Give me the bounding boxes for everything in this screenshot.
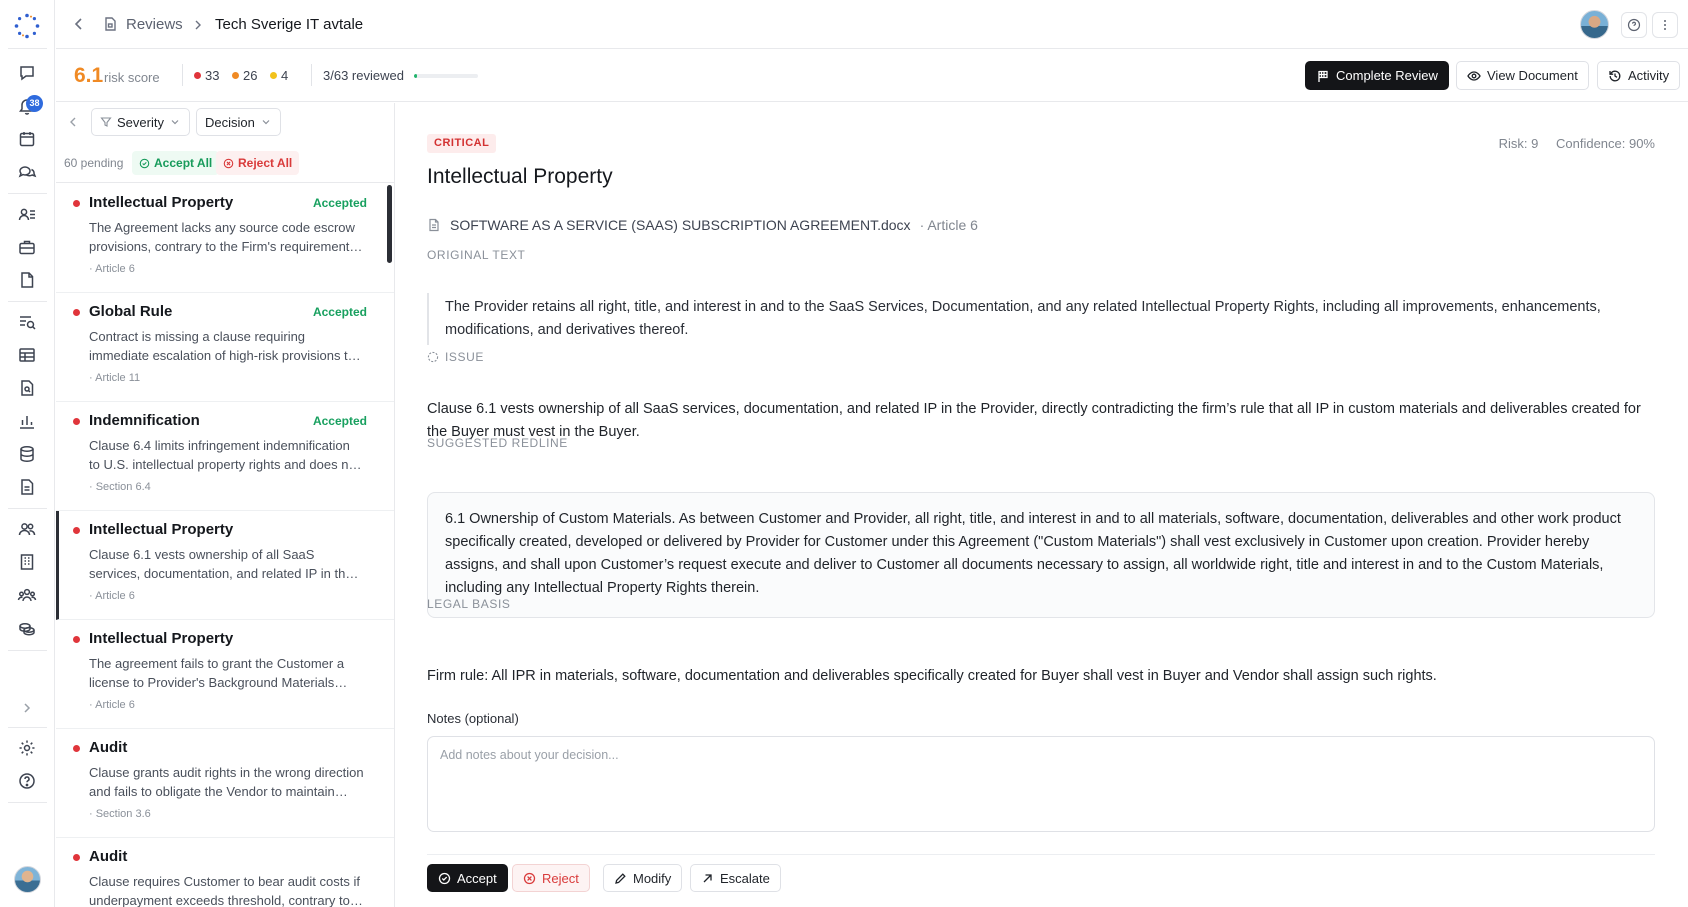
rail-file-search-icon[interactable] bbox=[17, 378, 37, 398]
item-description: The agreement fails to grant the Customer a license to Provider's Background Materials bbox=[89, 656, 345, 690]
breadcrumb-reviews[interactable]: Reviews bbox=[126, 16, 183, 33]
item-reference: · Article 6 bbox=[89, 699, 135, 711]
view-document-label: View Document bbox=[1487, 68, 1578, 83]
critical-dot-icon bbox=[73, 527, 80, 534]
stats-divider bbox=[311, 64, 312, 86]
rail-group-icon[interactable] bbox=[17, 585, 37, 605]
check-circle-icon bbox=[139, 158, 150, 169]
user-avatar[interactable] bbox=[14, 866, 41, 893]
item-title: Global Rule bbox=[89, 303, 173, 320]
issue-text: Clause 6.1 vests ownership of all SaaS services, documentation, and related IP in the Provider, directly contradicting the firm’s rule that all IP in custom materials and deliverables created for the Buyer must vest in the Buyer. bbox=[427, 401, 1641, 440]
critical-dot-icon bbox=[73, 636, 80, 643]
collapse-chevron-icon[interactable] bbox=[66, 115, 80, 129]
critical-count-value: 33 bbox=[205, 68, 220, 83]
legal-basis-text: Firm rule: All IPR in materials, software, documentation and deliverables specifically created for Buyer shall vest in Buyer and Vendor shall assign such rights. bbox=[427, 668, 1437, 684]
item-description: Clause 6.4 limits infringement indemnification to U.S. intellectual property rights and does not bbox=[89, 438, 360, 472]
item-title: Indemnification bbox=[89, 412, 200, 429]
modify-label: Modify bbox=[633, 870, 672, 886]
medium-count-value: 4 bbox=[281, 68, 289, 83]
x-circle-icon bbox=[223, 158, 234, 169]
high-count bbox=[232, 68, 257, 83]
rail-divider bbox=[8, 48, 47, 49]
reviews-document-icon bbox=[102, 16, 118, 32]
header-avatar[interactable] bbox=[1580, 10, 1609, 39]
chevron-down-icon bbox=[169, 116, 181, 128]
risk-score-value: 6.1 bbox=[74, 64, 104, 87]
item-description: The Agreement lacks any source code escrow provisions, contrary to the Firm's requirement bbox=[89, 220, 355, 254]
bulk-action-row bbox=[56, 143, 395, 183]
review-progress-bar bbox=[414, 74, 478, 78]
rail-divider bbox=[8, 802, 47, 803]
list-item[interactable] bbox=[56, 729, 395, 838]
reject-label: Reject bbox=[542, 870, 579, 886]
rail-divider bbox=[8, 727, 47, 728]
notes-label: Notes (optional) bbox=[427, 711, 519, 726]
rail-calendar-icon[interactable] bbox=[17, 129, 37, 149]
rail-briefcase-icon[interactable] bbox=[17, 237, 37, 257]
issue-label-text: ISSUE bbox=[445, 350, 485, 364]
item-reference: · Section 6.4 bbox=[89, 481, 151, 493]
rail-contacts-icon[interactable] bbox=[17, 204, 37, 224]
item-description: Clause requires Customer to bear audit costs if underpayment exceeds threshold, contrary to bbox=[89, 874, 360, 907]
pending-count: 60 pending bbox=[64, 156, 124, 170]
severity-filter[interactable] bbox=[91, 108, 190, 136]
filter-row bbox=[56, 103, 395, 143]
dashed-circle-icon bbox=[427, 351, 439, 363]
original-text: The Provider retains all right, title, and interest in and to the SaaS Services, Documentation, and any related Intellectual Property Rights, including all improvements, enhancements, modifications, and derivatives thereof. bbox=[427, 293, 1655, 345]
item-reference: · Article 11 bbox=[89, 372, 141, 384]
item-title: Intellectual Property bbox=[89, 630, 234, 647]
rail-chat-icon[interactable] bbox=[17, 162, 37, 182]
modify-button[interactable] bbox=[603, 864, 682, 892]
item-description: Clause grants audit rights in the wrong direction and fails to obligate the Vendor to maintain bbox=[89, 765, 364, 799]
list-item[interactable] bbox=[56, 402, 395, 511]
medium-count bbox=[270, 68, 288, 83]
list-item[interactable] bbox=[56, 838, 395, 907]
reject-all-label: Reject All bbox=[238, 156, 293, 170]
confidence-value: Confidence: 90% bbox=[1555, 136, 1655, 151]
item-description: Clause 6.1 vests ownership of all SaaS services, documentation, and related IP in the bbox=[89, 547, 353, 581]
complete-review-label: Complete Review bbox=[1336, 68, 1438, 83]
stats-divider bbox=[182, 64, 183, 86]
suggested-redline-label: SUGGESTED REDLINE bbox=[427, 436, 568, 450]
rail-table-icon[interactable] bbox=[17, 345, 37, 365]
red-dot-icon bbox=[194, 72, 201, 79]
list-item-selected[interactable] bbox=[56, 511, 395, 620]
suggested-redline: 6.1 Ownership of Custom Materials. As between Customer and Provider, all right, title, and interest in and to all materials, software, documentation, deliverables and other work product specifically created, developed or delivered by Provider for Customer under this Agreement ("Custom Materials") shall vest exclusively in Customer upon creation. Provider hereby assigns, and shall upon Customer’s request execute and deliver to Customer all documents necessary to assign, all worldwide right, title and interest in and to the Custom Materials, including any Intellectual Property Rights therein. bbox=[427, 492, 1655, 618]
eye-icon bbox=[1467, 69, 1481, 83]
rail-divider bbox=[8, 508, 47, 509]
help-button[interactable] bbox=[1621, 12, 1647, 38]
escalate-button[interactable] bbox=[690, 864, 781, 892]
breadcrumb-separator-icon bbox=[191, 18, 205, 32]
top-bar bbox=[56, 0, 1688, 49]
reject-button[interactable] bbox=[512, 864, 590, 892]
escalate-label: Escalate bbox=[720, 870, 770, 886]
check-circle-icon bbox=[438, 872, 451, 885]
rail-database-icon[interactable] bbox=[17, 444, 37, 464]
item-description: Contract is missing a clause requiring immediate escalation of high-risk provisions to bbox=[89, 329, 355, 363]
yellow-dot-icon bbox=[270, 72, 277, 79]
view-document-button[interactable] bbox=[1456, 61, 1589, 90]
item-title: Intellectual Property bbox=[89, 194, 234, 211]
notes-textarea[interactable] bbox=[427, 736, 1655, 832]
rail-report-icon[interactable] bbox=[17, 477, 37, 497]
item-title: Audit bbox=[89, 848, 128, 865]
finding-detail bbox=[427, 103, 1655, 907]
critical-dot-icon bbox=[73, 309, 80, 316]
x-circle-icon bbox=[523, 872, 536, 885]
severity-filter-label: Severity bbox=[117, 114, 164, 130]
notification-badge: 38 bbox=[26, 95, 43, 112]
document-article: · Article 6 bbox=[919, 217, 978, 233]
document-name[interactable]: SOFTWARE AS A SERVICE (SAAS) SUBSCRIPTION AGREEMENT.docx bbox=[450, 217, 911, 233]
file-icon bbox=[427, 218, 441, 232]
critical-dot-icon bbox=[73, 200, 80, 207]
rail-divider bbox=[8, 301, 47, 302]
list-item[interactable] bbox=[56, 293, 395, 402]
activity-button[interactable] bbox=[1597, 61, 1680, 90]
accept-button[interactable] bbox=[427, 864, 508, 892]
activity-label: Activity bbox=[1628, 68, 1670, 83]
arrow-up-right-icon bbox=[701, 872, 714, 885]
orange-dot-icon bbox=[232, 72, 239, 79]
nav-rail bbox=[0, 0, 55, 907]
complete-review-button[interactable] bbox=[1305, 61, 1449, 90]
flag-icon bbox=[1316, 69, 1330, 83]
stats-bar bbox=[56, 50, 1688, 102]
rail-divider bbox=[8, 193, 47, 194]
critical-dot-icon bbox=[73, 418, 80, 425]
breadcrumb-current: Tech Sverige IT avtale bbox=[215, 16, 364, 33]
item-status: Accepted bbox=[312, 414, 367, 428]
severity-badge: CRITICAL bbox=[427, 134, 496, 153]
chevron-down-icon bbox=[260, 116, 272, 128]
item-status: Accepted bbox=[312, 305, 367, 319]
rail-settings-icon[interactable] bbox=[17, 738, 37, 758]
more-options-button[interactable] bbox=[1652, 12, 1678, 38]
rail-building-icon[interactable] bbox=[17, 552, 37, 572]
rail-help-icon[interactable] bbox=[17, 771, 37, 791]
history-icon bbox=[1608, 69, 1622, 83]
rail-divider bbox=[8, 650, 47, 651]
pencil-icon bbox=[614, 872, 627, 885]
decision-filter-label: Decision bbox=[205, 114, 255, 130]
accept-all-label: Accept All bbox=[154, 156, 213, 170]
decision-filter[interactable] bbox=[196, 108, 281, 136]
item-reference: · Article 6 bbox=[89, 590, 135, 602]
source-document bbox=[427, 217, 978, 233]
item-reference: · Section 3.6 bbox=[89, 808, 151, 820]
issue-label bbox=[427, 350, 484, 364]
findings-list bbox=[56, 184, 395, 907]
rail-document-icon[interactable] bbox=[17, 270, 37, 290]
critical-dot-icon bbox=[73, 745, 80, 752]
review-progress-fill bbox=[414, 74, 417, 78]
rail-search-list-icon[interactable] bbox=[17, 312, 37, 332]
critical-count bbox=[194, 68, 219, 83]
original-text-label: ORIGINAL TEXT bbox=[427, 248, 526, 262]
list-item[interactable] bbox=[56, 620, 395, 729]
reject-all-button[interactable] bbox=[216, 151, 299, 175]
critical-dot-icon bbox=[73, 854, 80, 861]
item-reference: · Article 6 bbox=[89, 263, 135, 275]
item-title: Intellectual Property bbox=[89, 521, 234, 538]
filter-icon bbox=[100, 116, 112, 128]
rail-analytics-icon[interactable] bbox=[17, 411, 37, 431]
actions-divider bbox=[427, 854, 1655, 855]
rail-team-icon[interactable] bbox=[17, 519, 37, 539]
legal-basis-label: LEGAL BASIS bbox=[427, 597, 511, 611]
list-scrollbar[interactable] bbox=[387, 185, 392, 263]
help-circle-icon bbox=[1627, 18, 1641, 32]
accept-all-button[interactable] bbox=[132, 151, 219, 175]
reviewed-count: 3/63 reviewed bbox=[323, 68, 404, 83]
risk-value: Risk: 9 bbox=[1498, 136, 1539, 151]
findings-panel bbox=[56, 103, 395, 907]
back-chevron-icon[interactable] bbox=[70, 15, 88, 33]
risk-score-label: risk score bbox=[104, 70, 160, 85]
item-title: Audit bbox=[89, 739, 128, 756]
finding-meta bbox=[1485, 136, 1655, 151]
more-vertical-icon bbox=[1658, 18, 1672, 32]
list-item[interactable] bbox=[56, 184, 395, 293]
rail-coins-icon[interactable] bbox=[17, 618, 37, 638]
rail-reviews-icon[interactable] bbox=[17, 63, 37, 83]
high-count-value: 26 bbox=[243, 68, 258, 83]
rail-expand-chevron-icon[interactable] bbox=[19, 700, 35, 716]
accept-label: Accept bbox=[457, 870, 497, 886]
item-status: Accepted bbox=[312, 196, 367, 210]
app-logo-icon[interactable] bbox=[14, 13, 40, 39]
finding-title: Intellectual Property bbox=[427, 165, 613, 188]
